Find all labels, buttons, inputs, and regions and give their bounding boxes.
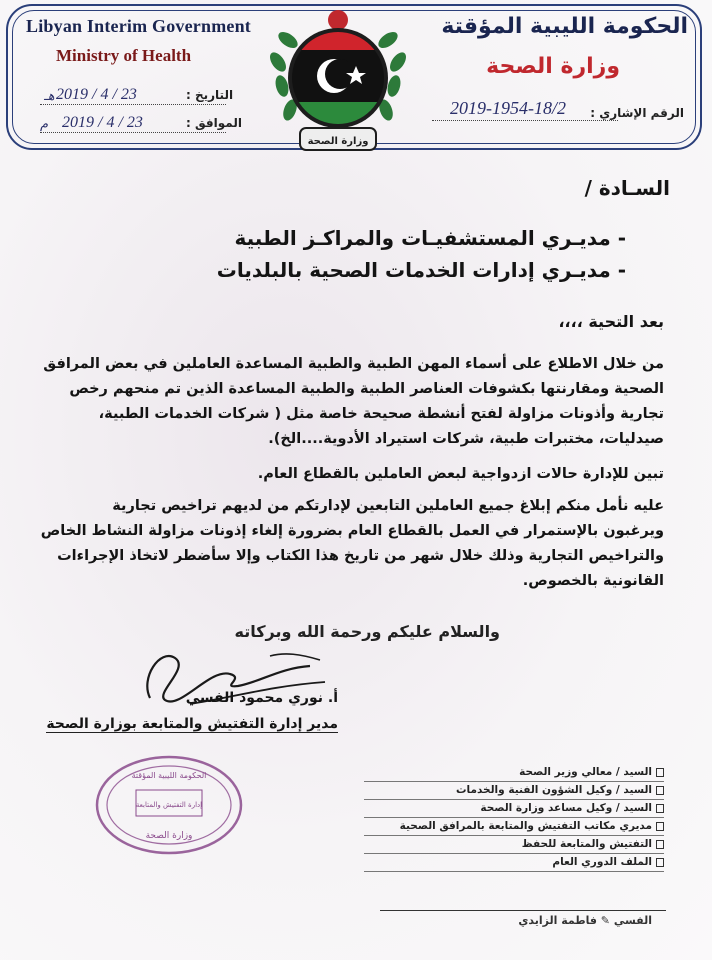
paragraph-3-line: عليه نأمل منكم إبلاغ جميع العاملين التابعين لإدارتكم من لديهم تراخيص تجارية [112,498,664,514]
checkbox-icon [656,786,664,795]
reference-line [432,120,618,121]
paragraph-1 [24,352,664,452]
signatory-title: مدير إدارة التفتيش والمتابعة بوزارة الصحة [46,716,338,732]
paragraph-3 [24,494,664,594]
recipient-1: - مديـري المستشفيـات والمراكـز الطبية [234,226,626,250]
english-ministry-name: Ministry of Health [56,46,192,65]
cc-item [364,800,664,818]
corresponds-value: 2019 / 4 / 23 [62,114,143,131]
checkbox-icon [656,822,664,831]
cc-item [364,782,664,800]
corresponds-line [40,132,226,133]
date-line [40,104,226,105]
date-suffix: هـ [44,88,55,103]
signatory-name: أ. نوري محمود الفسي [185,690,338,706]
checkbox-icon [656,804,664,813]
cc-item-label: مديري مكاتب التفتيش والمتابعة بالمرافق الصحية [399,820,652,832]
checkbox-icon [656,840,664,849]
paragraph-1-line: صيدليات، مختبرات طبية، شركات استيراد الأدوية....الخ). [268,431,664,447]
stamp-top-text: الحكومة الليبية المؤقتة [131,771,207,780]
date-label: التاريخ : [186,88,234,102]
corresponds-label: الموافق : [186,116,242,130]
corresponds-suffix: م [40,116,49,131]
date-value: 2019 / 4 / 23 [56,86,137,103]
cc-item-label: السيد / معالي وزير الصحة [519,766,652,778]
paragraph-3-line: والتراخيص التجارية وذلك خلال شهر من تاريخ هذا الكتاب وإلا سأضطر لاتخاذ الإجراءات [57,548,664,564]
cc-item-label: السيد / وكيل مساعد وزارة الصحة [480,802,652,814]
arabic-government-name: الحكومة الليبية المؤقتة [441,14,688,39]
closing: والسلام عليكم ورحمة الله وبركاته [234,622,500,641]
paragraph-2: تبين للإدارة حالات ازدواجية لبعض العاملين بالقطاع العام. [257,466,664,482]
ministry-emblem-icon [264,6,412,154]
paragraph-3-line: القانونية بالخصوص. [522,573,664,589]
recipient-2: - مديـري إدارات الخدمات الصحية بالبلديات [216,258,626,282]
cc-item [364,764,664,782]
paragraph-1-line: من خلال الاطلاع على أسماء المهن الطبية والطبية المساعدة العاملين في بعض المرافق [43,356,664,372]
footer-initials: الفسي ✎ فاطمة الزايدي [518,914,652,927]
paragraph-3-line: ويرغبون بالإستمرار في العمل بالقطاع العام بضرورة إلغاء إذونات مزاولة النشاط الخاص [40,523,664,539]
cc-item [364,854,664,872]
stamp-middle-text: إدارة التفتيش والمتابعة [135,801,203,809]
cc-item [364,836,664,854]
cc-item-label: الملف الدوري العام [552,856,652,868]
english-government-name: Libyan Interim Government [26,16,251,36]
signature-icon [120,638,340,722]
cc-list [364,764,664,872]
paragraph-1-line: تجارية وأذونات مزاولة لفتح أنشطة صحيحة خاصة مثل ( شركات الخدمات الطبية، [98,406,664,422]
footer-divider [380,910,666,911]
cc-item-label: السيد / وكيل الشؤون الفنية والخدمات [455,784,652,796]
arabic-ministry-name: وزارة الصحة [486,54,620,79]
reference-value: 2019-1954-18/2 [450,98,566,118]
paragraph-1-line: الصحية ومقارنتها بكشوفات العناصر الطبية والطبية المساعدة الذين تم منحهم رخص [69,381,664,397]
cc-item [364,818,664,836]
greeting: بعد التحية ،،،، [558,312,664,331]
cc-item-label: التفتيش والمتابعة للحفظ [521,838,652,850]
stamp-bottom-text: وزارة الصحة [145,831,193,841]
checkbox-icon [656,768,664,777]
emblem-caption: وزارة الصحة [307,136,369,147]
checkbox-icon [656,858,664,867]
salutation: السـادة / [584,176,670,200]
official-stamp-icon [94,754,244,856]
reference-label: الرقم الإشاري : [590,106,684,120]
